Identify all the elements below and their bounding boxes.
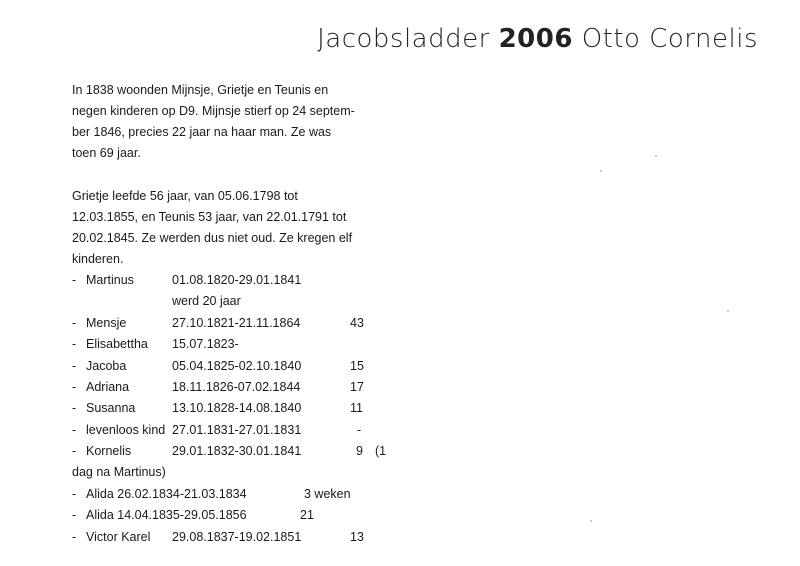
child-dates: 29.01.1832-30.01.1841 [172, 444, 302, 458]
list-dash: - [72, 273, 77, 287]
list-dash: - [72, 401, 77, 415]
child-age: 11 [350, 401, 363, 415]
list-dash: - [72, 530, 77, 544]
text-line: Grietje leefde 56 jaar, van 05.06.1798 tot [72, 189, 298, 203]
child-name: Susanna [86, 401, 136, 415]
child-note: werd 20 jaar [172, 294, 241, 308]
list-dash: - [72, 380, 77, 394]
list-dash: - [72, 487, 77, 501]
scan-speck [600, 170, 602, 172]
title-year: 2006 [498, 24, 573, 54]
page-title [317, 24, 758, 54]
list-dash: - [72, 444, 77, 458]
list-dash: - [72, 316, 77, 330]
scan-speck [655, 155, 657, 157]
child-age: 13 [350, 530, 364, 544]
child-name: Jacoba [86, 359, 127, 373]
text-line: 12.03.1855, en Teunis 53 jaar, van 22.01.1791 tot [72, 210, 347, 224]
child-dates: 27.01.1831-27.01.1831 [172, 423, 302, 437]
scan-speck [727, 310, 729, 312]
child-age: - [357, 423, 362, 437]
scan-speck [590, 520, 592, 522]
text-line: 20.02.1845. Ze werden dus niet oud. Ze kregen elf [72, 231, 353, 245]
child-dates: 18.11.1826-07.02.1844 [172, 380, 301, 394]
paragraph-2 [72, 186, 402, 270]
child-age: 43 [350, 316, 364, 330]
child-note: (1 [375, 444, 387, 458]
child-age: 15 [350, 359, 364, 373]
child-age: 21 [300, 508, 314, 522]
text-line: negen kinderen op D9. Mijnsje stierf op 24 septem- [72, 104, 355, 118]
list-dash: - [72, 508, 77, 522]
list-dash: - [72, 337, 77, 351]
text-line: toen 69 jaar. [72, 146, 141, 160]
text-line: In 1838 woonden Mijnsje, Grietje en Teunis en [72, 83, 329, 97]
child-name: levenloos kind [86, 423, 166, 437]
child-dates: 27.10.1821-21.11.1864 [172, 316, 301, 330]
title-prefix: Jacobsladder [317, 24, 490, 54]
title-suffix: Otto Cornelis [581, 24, 758, 54]
child-note: dag na Martinus) [72, 465, 166, 479]
child-age: 3 weken [304, 487, 351, 501]
child-name: Kornelis [86, 444, 132, 458]
child-dates: 15.07.1823- [172, 337, 239, 351]
child-age: 9 [356, 444, 363, 458]
child-dates: 29.08.1837-19.02.1851 [172, 530, 302, 544]
child-dates: 01.08.1820-29.01.1841 [172, 273, 302, 287]
child-age: 17 [350, 380, 364, 394]
child-entry: Alida 26.02.1834-21.03.1834 [86, 487, 247, 501]
child-dates: 13.10.1828-14.08.1840 [172, 401, 302, 415]
text-line: kinderen. [72, 252, 124, 266]
paragraph-1 [72, 80, 402, 164]
child-name: Adriana [86, 380, 130, 394]
child-name: Victor Karel [86, 530, 151, 544]
child-dates: 05.04.1825-02.10.1840 [172, 359, 302, 373]
child-name: Martinus [86, 273, 134, 287]
child-name: Elisabettha [86, 337, 148, 351]
list-dash: - [72, 359, 77, 373]
list-dash: - [72, 423, 77, 437]
child-entry: Alida 14.04.1835-29.05.1856 [86, 508, 247, 522]
child-name: Mensje [86, 316, 127, 330]
text-line: ber 1846, precies 22 jaar na haar man. Ze was [72, 125, 332, 139]
